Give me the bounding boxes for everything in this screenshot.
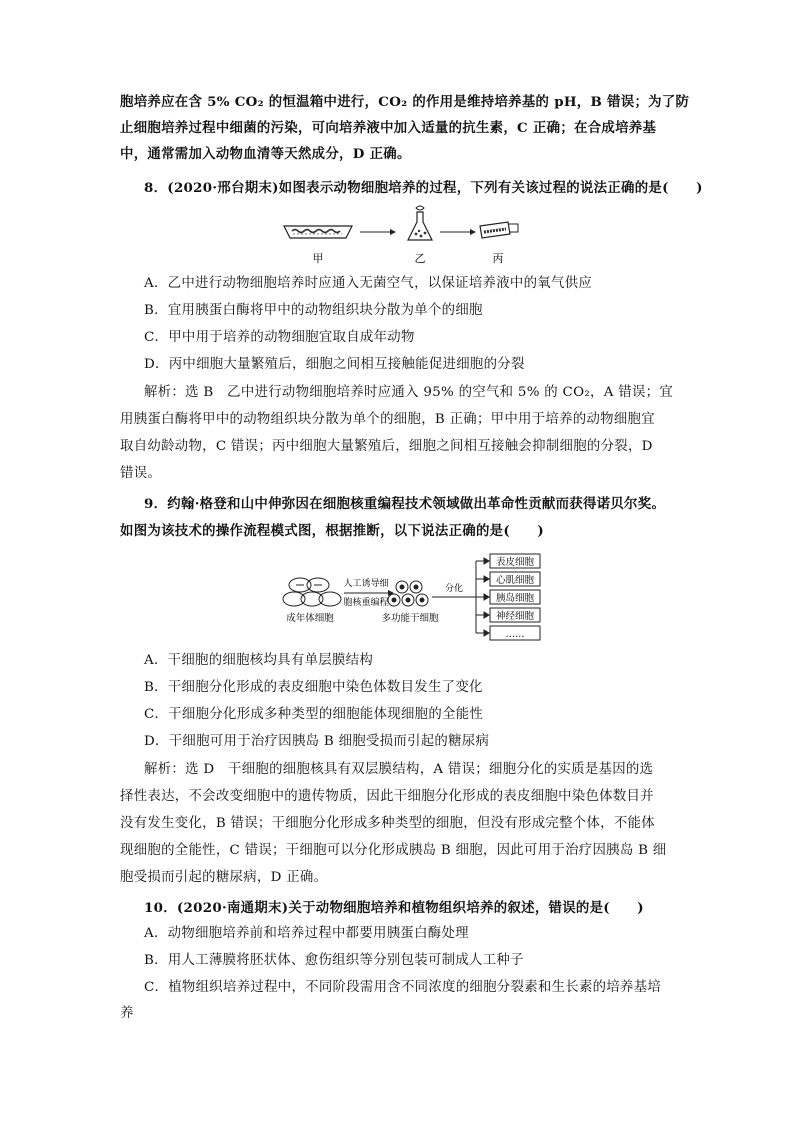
culture-bottle-icon bbox=[480, 222, 518, 238]
figure-label-jia: 甲 bbox=[312, 252, 324, 265]
cell-type-box: …… bbox=[505, 629, 525, 640]
q9-analysis-line: 择性表达，不会改变细胞中的遗传物质，因此干细胞分化形成的表皮细胞中染色体数目并 bbox=[120, 789, 654, 804]
caption-stem-cells: 多功能干细胞 bbox=[381, 613, 439, 624]
q9-option-a: A．干细胞的细胞核均具有单层膜结构 bbox=[144, 653, 374, 668]
q8-analysis-line: 用胰蛋白酶将甲中的动物组织块分散为单个的细胞，B 正确；甲中用于培养的动物细胞宜 bbox=[120, 412, 655, 427]
q8-analysis-line: 取自幼龄动物，C 错误；丙中细胞大量繁殖后，细胞之间相互接触会抑制细胞的分裂，D bbox=[120, 439, 653, 454]
q8-analysis-line: 错误。 bbox=[120, 466, 162, 481]
q9-analysis-line: 解析：选 D 干细胞的细胞核具有双层膜结构，A 错误；细胞分化的实质是基因的选 bbox=[144, 762, 654, 777]
question-10-stem: 10．(2020·南通期末)关于动物细胞培养和植物组织培养的叙述，错误的是( ) bbox=[144, 900, 644, 916]
arrow-label-reprogramming: 人工诱导细 bbox=[343, 579, 389, 589]
caption-adult-cells: 成年体细胞 bbox=[286, 613, 334, 624]
question-9-stem: 9．约翰·格登和山中伸弥因在细胞核重编程技术领域做出革命性贡献而获得诺贝尔奖。 bbox=[144, 496, 666, 512]
q8-option-c: C．甲中用于培养的动物细胞宜取自成年动物 bbox=[144, 330, 415, 345]
cell-type-box: 胰岛细胞 bbox=[495, 593, 535, 604]
cell-type-box: 表皮细胞 bbox=[495, 557, 535, 568]
q10-option-b: B．用人工薄膜将胚状体、愈伤组织等分别包装可制成人工种子 bbox=[144, 953, 524, 968]
text-line: 中，通常需加入动物血清等天然成分，D 正确。 bbox=[120, 146, 411, 162]
culture-dish-icon bbox=[284, 226, 352, 238]
question-9-stem: 如图为该技术的操作流程模式图，根据推断，以下说法正确的是( ) bbox=[120, 523, 544, 539]
stem-cells-icon bbox=[388, 581, 428, 606]
text-line: 止细胞培养过程中细菌的污染，可向培养液中加入适量的抗生素，C 正确；在合成培养基 bbox=[120, 120, 657, 136]
q9-analysis-line: 胞受损而引起的糖尿病，D 正确。 bbox=[120, 870, 328, 885]
arrow-label-reprogramming: 胞核重编程 bbox=[343, 598, 389, 608]
q8-analysis-line: 解析：选 B 乙中进行动物细胞培养时应通入 95% 的空气和 5% 的 CO₂，A 错误；宜 bbox=[144, 385, 674, 400]
q9-option-b: B．干细胞分化形成的表皮细胞中染色体数目发生了变化 bbox=[144, 680, 483, 695]
q10-option-c-continued: 养 bbox=[120, 1006, 134, 1021]
text-line: 胞培养应在含 5% CO₂ 的恒温箱中进行，CO₂ 的作用是维持培养基的 pH，B 错误；为了防 bbox=[120, 94, 690, 110]
q9-analysis-line: 没有发生变化，B 错误；干细胞分化形成多种类型的细胞，但没有形成完整个体，不能体 bbox=[120, 816, 655, 831]
q8-option-a: A．乙中进行动物细胞培养时应通入无菌空气，以保证培养液中的氧气供应 bbox=[144, 276, 593, 291]
q9-option-c: C．干细胞分化形成多种类型的细胞能体现细胞的全能性 bbox=[144, 707, 484, 722]
cell-type-box: 神经细胞 bbox=[495, 611, 535, 622]
q9-analysis-line: 现细胞的全能性，C 错误；干细胞可以分化形成胰岛 B 细胞，因此可用于治疗因胰岛 B 细 bbox=[120, 843, 667, 858]
question-8-stem: 8．(2020·邢台期末)如图表示动物细胞培养的过程，下列有关该过程的说法正确的是( ) bbox=[144, 180, 703, 196]
q9-option-d: D．干细胞可用于治疗因胰岛 B 细胞受损而引起的糖尿病 bbox=[144, 734, 490, 749]
cell-type-box: 心肌细胞 bbox=[495, 575, 535, 586]
reprogramming-flow-figure bbox=[280, 553, 550, 645]
cell-culture-figure bbox=[282, 204, 522, 270]
arrow-label-differentiation: 分化 bbox=[444, 584, 464, 594]
adult-cells-icon bbox=[283, 578, 341, 606]
q8-option-b: B．宜用胰蛋白酶将甲中的动物组织块分散为单个的细胞 bbox=[144, 303, 483, 318]
q8-option-d: D．丙中细胞大量繁殖后，细胞之间相互接触能促进细胞的分裂 bbox=[144, 357, 525, 372]
flask-icon bbox=[408, 206, 432, 240]
q10-option-a: A．动物细胞培养前和培养过程中都要用胰蛋白酶处理 bbox=[144, 926, 469, 941]
q10-option-c: C．植物组织培养过程中，不同阶段需用含不同浓度的细胞分裂素和生长素的培养基培 bbox=[144, 980, 662, 995]
figure-label-bing: 丙 bbox=[492, 252, 504, 265]
figure-label-yi: 乙 bbox=[414, 252, 426, 265]
